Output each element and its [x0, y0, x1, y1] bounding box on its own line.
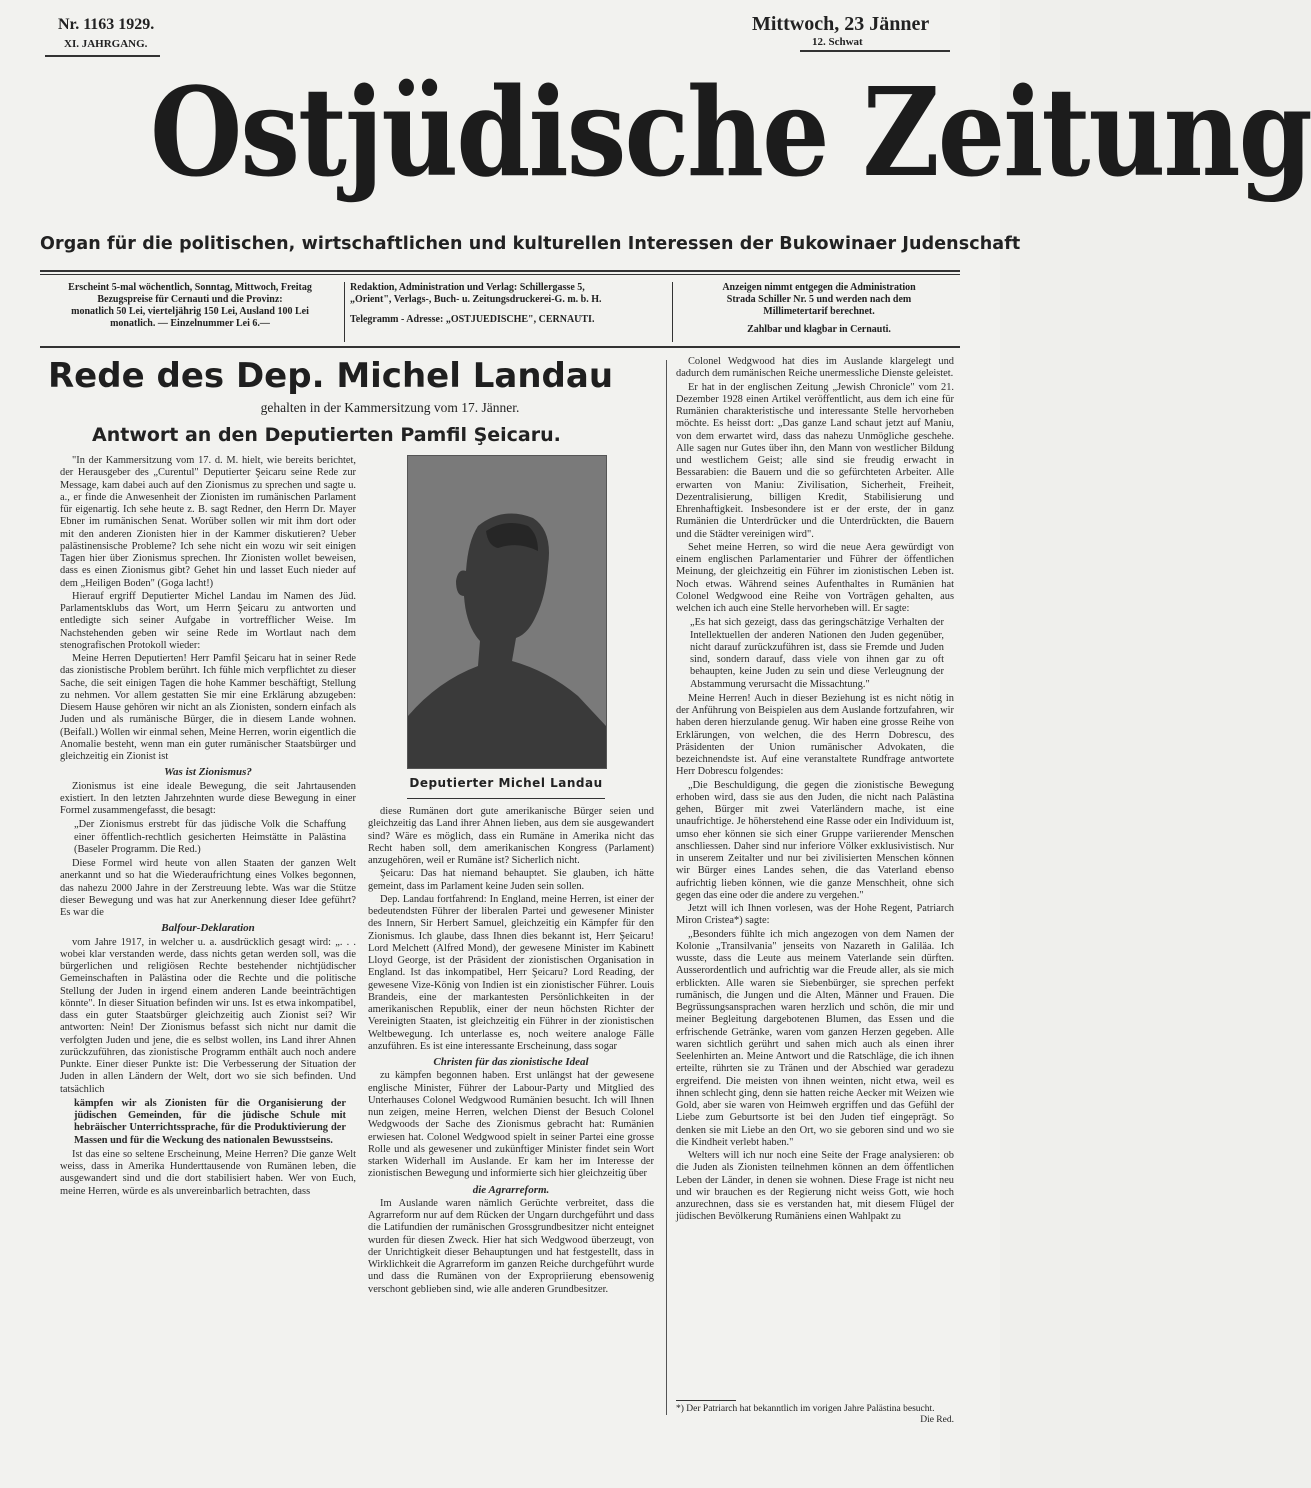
- col1-p4: Zionismus ist eine ideale Bewegung, die seit Jahrtausenden existiert. In den letzten Jahrzehnten wurde diese Bewegung in einer Formel zusammengefasst, die besagt:: [60, 780, 356, 816]
- col1-p1: "In der Kammersitzung vom 17. d. M. hielt, wie bereits berichtet, der Herausgeber des „Curentul" Deputierter Şeicaru seine Rede zur Message, kam dabei auch auf den Zionismus zu sprechen und sagte u. a., er finde die Anwesenheit der Zionisten im rumänischen Parlament für eigenartig. Ich sehe heute z. B. sagt Redner, den Herrn Dr. Mayer Ebner im rumänischen Senat. Worüber sollen wir mit ihm dort oder mit den anderen Zionisten hier in der Kammer diskutieren? Ueber palästinensische Probleme? Ich sehe nicht ein wozu wir seit einigen Tagen hier über Zionismus sprechen. Ihr Zionisten wollet beweisen, dass es einen Zionismus gibt? Gehet hin und lasset Euch nieder auf dem „Heiligen Boden" (Goga lacht!): [60, 455, 356, 589]
- col1-p7: Ist das eine so seltene Erscheinung, Meine Herren? Die ganze Welt weiss, dass in Amerika Hunderttausende von Rumänen leben, die ausgewandert sind und die dort stabilisiert haben. Wer von Euch, meine Herren, würde es als unvereinbarlich betrachten, dass: [60, 1148, 356, 1197]
- col2-p5: Im Auslande waren nämlich Gerüchte verbreitet, dass die Agrarreform nur auf dem Rücken der Ungarn durchgeführt und dass die Latifundien der rumänischen Grossgrundbesitzer nicht enteignet wurden für diesen Zweck. Hier hat sich Wedgwood überzeugt, von der Unrichtigkeit dieser Behauptungen und hat festgestellt, dass in Wirklichkeit die Agrarreform im ganzen Reiche durchgeführt wurde und dass die Rumänen von der Expropriierung ebensowenig verschont geblieben sind, wie alle anderen Grundbesitzer.: [368, 1197, 654, 1295]
- hebrew-date: 12. Schwat: [812, 36, 863, 48]
- ads-line-4: Zahlbar und klagbar in Cernauti.: [747, 324, 891, 335]
- col1-p6: vom Jahre 1917, in welcher u. a. ausdrücklich gesagt wird: „. . . wobei klar verstanden werde, dass nichts getan werden soll, was die bürgerlichen und religiösen Rechte bestehender nichtjüdischer Gemeinschaften in Palästina oder die Rechte und die politische Stellung der Juden in irgend einem anderen Lande beeinträchtigen könnte". In dieser Situation befinden wir uns. Ist es etwa inkompatibel, dass ein guter Staatsbürger gleichzeitig auch Zionist sei? Wir antworten: Nein! Der Zionismus befasst sich nicht nur damit die verfolgten Juden und jene, die es selbst wollen, ins Land ihrer Ahnen zurückzuführen, das zionistische Programm enthält auch noch andere Punkte. Einer dieser Punkte ist: Die Verbesserung der Situation der Juden in allen Ländern der Welt, dort wo sie sich befinden. Und tatsächlich: [60, 936, 356, 1095]
- portrait-photo: [407, 455, 607, 769]
- col3-p5: „Die Beschuldigung, die gegen die zionistische Bewegung erhoben wird, dass sie aus den Juden, die nicht nach Palästina gehen, Bürger mit zwei Vaterländern mache, ist eine unaufrichtige. Je höherstehend eine Rasse oder ein Individuum ist, umso eher können sie sich einer Gruppe variierender Menschen anschliessen. Daher sind nur inferiore Völker exklusivistisch. Nur in unserem Zeitalter und nur bei zivilisierten Menschen können wir Bürger eines Landes sehen, die das Vaterland ebenso aufrichtig lieben können, wie die ganze Menschheit, ohne sich gegen das eine oder die andere zu vergehen.": [676, 779, 954, 901]
- col1-heading-zionismus: Was ist Zionismus?: [164, 766, 252, 779]
- col2-p2: Şeicaru: Das hat niemand behauptet. Sie glauben, ich hätte gemeint, dass im Parlament keine Juden sein sollen.: [368, 868, 654, 892]
- pub-line-3: Telegramm - Adresse: „OSTJUEDISCHE", CERNAUTI.: [350, 314, 595, 325]
- issue-date: Mittwoch, 23 Jänner: [752, 13, 930, 35]
- sub-line-3: monatlich 50 Lei, vierteljährig 150 Lei, Ausland 100 Lei: [71, 306, 309, 317]
- col1-quote-1: „Der Zionismus erstrebt für das jüdische Volk die Schaffung einer öffentlich-rechtlich gesicherten Heimstätte in Palästina (Baseler Programm. Die Red.): [74, 819, 346, 855]
- footnote-text: *) Der Patriarch hat bekanntlich im vorigen Jahre Palästina besucht.: [676, 1404, 935, 1414]
- col2-p3: Dep. Landau fortfahrend: In England, meine Herren, ist einer der bedeutendsten Führer der liberalen Partei und gewesener Minister des Innern, Sir Herbert Samuel, gleichzeitig ein Kämpfer für den Zionismus. Ich glaube, dass Ihnen dies bekannt ist, Herr Şeicaru! Lord Melchett (Alfred Mond), der gewesene Minister im Kabinett Lloyd George, ist der Präsident der zionistischen Organisation in England. Ist das inkompatibel, Herr Şeicaru? Lord Reading, der gewesene Vize-König von Indien ist ein zionistischer Führer. Louis Brandeis, eine der markantesten Persönlichkeiten in der amerikanischen Republik, einer der neun höchsten Richter der Vereinigten Staaten, ist gleichzeitig ein Führer in der zionistischen Weltbewegung. Ich unterlasse es, noch weitere analoge Fälle anzuführen. Es ist eine interessante Erscheinung, dass sogar: [368, 893, 654, 1052]
- publisher-box: [350, 282, 668, 344]
- col3-p7: „Besonders fühlte ich mich angezogen von dem Namen der Kolonie „Transilvania" jenseits von Nazareth in Galiläa. Ich wusste, dass die Leute aus meinem Vaterlande sein dürften. Ausserordentlich und aufrichtig war die Freude aller, als sie mich erblickten. Alle waren sie Siebenbürger, sie sprechen perfekt rumänisch, die Jungen und die Alten, Männer und Frauen. Die Begrüssungsansprachen waren herzlich und schön, die mir und meiner Begleitung dargebotenen Blumen, das Essen und die erfrischende Getränke, waren vom ganzen Herzen gegeben. Alle waren sichtlich gerührt und sahen mich auch als einen ihrer Seelenhirten an. Meine Antwort und die Ratschläge, die ich ihnen erteilte, rührten sie zu Tränen und der Abschied war geradezu ergreifend. Die meisten von ihnen weinten, nicht etwa, weil es ihnen schlecht ging, denn sie hatten reiche Aecker mit Weizen wie Gold, aber sie waren von Heimweh ergriffen und das Gefühl der Liebe zum Geburtsorte ist bei den Juden tief eingeprägt. So denken sie mit Liebe an den Ort, wo sie geboren sind und wo sie die Kindheit verlebt haben.": [676, 928, 954, 1148]
- col3-p4: Meine Herren! Auch in dieser Beziehung ist es nicht nötig in der Anführung von Beispielen aus dem Auslande fortzufahren, wir haben deren hierzulande genug. Wir haben eine grosse Reihe von Erklärungen, von welchen, die des Herrn Dobrescu, des Präsidenten der Union rumänischer Advokaten, die bezeichnendste ist. Auf eine veranstaltete Rundfrage antwortete Herr Dobrescu folgendes:: [676, 692, 954, 778]
- column-1: [60, 455, 356, 1427]
- footnote-rule: [676, 1400, 736, 1401]
- col2-p4: zu kämpfen begonnen haben. Erst unlängst hat der gewesene englische Minister, Führer der Labour-Party und Mitglied des Unterhauses Colonel Wedgwood Rumänien besucht. Ich will Ihnen nun zeigen, meine Herren, welchen Dienst der Besuch Colonel Wedgwoods der Sache des Zionismus gebracht hat: Rumänien erwiesen hat. Colonel Wedgwood spielt in seiner Partei eine grosse Rolle und als gewesener und zukünftiger Minister findet sein Wort starken Widerhall im Auslande. Er kam her im Interesse der zionistischen Bewegung und informierte sich hier gleichzeitig über: [368, 1070, 654, 1180]
- col1-p3: Meine Herren Deputierten! Herr Pamfil Şeicaru hat in seiner Rede das zionistische Problem berührt. Ich fühle mich verpflichtet zu dieser Sache, die seit einigen Tagen die hohe Kammer beschäftigt, Stellung zu nehmen. Vor allem gestatten Sie mir eine Erklärung abzugeben: Diesem Hause gehören wir nicht an als Zionisten, sondern einfach als Juden und als rumänische Bürger, die in diesem Lande wohnen. (Beifall.) Wollen wir einmal sehen, Meine Herren, worin eigentlich die Anomalie besteht, wenn man ein guter rumänischer Staatsbürger und gleichzeitig ein Zionist ist: [60, 653, 356, 762]
- subtitle: Organ für die politischen, wirtschaftlichen und kulturellen Interessen der Bukowinaer Judenschaft: [40, 234, 1021, 254]
- footnote-sign: Die Red.: [920, 1415, 954, 1425]
- col1-heading-balfour: Balfour-Deklaration: [161, 922, 255, 935]
- portrait-icon: [408, 456, 606, 768]
- volume-rule: [45, 55, 160, 57]
- masthead: Ostjüdische Zeitung: [150, 60, 1311, 204]
- top-rule-thin: [40, 274, 960, 275]
- headline: Rede des Dep. Michel Landau: [48, 356, 614, 396]
- footnote: [676, 1404, 954, 1426]
- subhead: gehalten in der Kammersitzung vom 17. Jänner.: [260, 400, 520, 415]
- ads-line-3: Millimetertarif berechnet.: [763, 306, 875, 317]
- subscription-box: [40, 282, 340, 344]
- col2-p1: diese Rumänen dort gute amerikanische Bürger seien und gleichzeitig das Land ihrer Ahnen lieben, aus dem sie ausgewandert sind? Wäre es möglich, dass ein Rumäne in Amerika nicht das Recht haben soll, dem amerikanischen Kongress (Parlament) anzugehören, weil er Rumäne ist? Sicherlich nicht.: [368, 806, 654, 866]
- caption-rule: [407, 798, 605, 799]
- ads-box: [678, 282, 960, 344]
- col3-p8: Welters will ich nur noch eine Seite der Frage analysieren: ob die Juden als Zionisten teilnehmen können an dem öffentlichen Leben der Länder, in denen sie wohnen. Diese Frage ist nicht neu und wir brauchen es der Regierung nicht weiss Gott, wie hoch anzurechnen, dass sie es verstanden hat, mit diesem Flügel der jüdischen Bevölkerung Rumäniens einen Wahlpakt zu: [676, 1150, 954, 1223]
- pub-line-1: Redaktion, Administration und Verlag: Schillergasse 5,: [350, 282, 585, 293]
- sub-line-1: Erscheint 5-mal wöchentlich, Sonntag, Mittwoch, Freitag: [68, 282, 312, 293]
- sub-line-2: Bezugspreise für Cernauti und die Provinz:: [97, 294, 283, 305]
- column-2: [368, 806, 654, 1426]
- column-3: [676, 356, 954, 1398]
- col3-quote-1: „Es hat sich gezeigt, dass das geringschätzige Verhalten der Intellektuellen der anderen Nationen den Juden gegenüber, nicht darauf zurückzuführen ist, dass sie Fremde und Juden sind, sondern darauf, dass viele von ihnen gar zu oft behaupten, keine Juden zu sein und diese Verleugnung der Abstammung verursacht die Missachtung.": [690, 617, 944, 690]
- volume: XI. JAHRGANG.: [64, 38, 148, 50]
- ads-line-1: Anzeigen nimmt entgegen die Administration: [722, 282, 916, 293]
- ads-line-2: Strada Schiller Nr. 5 und werden nach dem: [726, 294, 912, 305]
- col1-p5: Diese Formel wird heute von allen Staaten der ganzen Welt anerkannt und so hat die Wiederaufrichtung eines Volkes begonnen, das nahezu 2000 Jahre in der Zerstreuung lebte. Was war die Stütze dieser Bewegung und was hat zur Anerkennung dieser Idee geführt? Es war die: [60, 858, 356, 918]
- date-rule: [800, 50, 950, 52]
- col3-p2: Er hat in der englischen Zeitung „Jewish Chronicle" vom 21. Dezember 1928 einen Artikel veröffentlicht, aus dem ich eine für Rumänien charakteristische und interessante Stelle hervorheben möchte. Es heisst dort: „Das ganze Land schaut jetzt auf Maniu, von dem erwartet wird, dass das nahezu Unmögliche geschehe. Alle sagen nur Gutes über ihn, den Mann von westlicher Bildung und westlichem Geist; alle sind sie freudig erwacht in Bessarabien: die Bauern und die so gefürchteten Arbeiter. Alle erwarten von Maniu: Zivilisation, Sicherheit, Freiheit, Dezentralisierung, billigen Kredit, Stabilisierung und Ehrenhaftigkeit. Insbesondere ist er der erste, der in ganz Rumänien die Unterdrücker und die Unterdrückten, die Bauern und die Städter vereinigen wird".: [676, 381, 954, 540]
- col2-heading-christen: Christen für das zionistische Ideal: [433, 1056, 589, 1068]
- top-rule: [40, 270, 960, 272]
- col1-p2: Hierauf ergriff Deputierter Michel Landau im Namen des Jüd. Parlamentsklubs das Wort, um Herrn Şeicaru zu antworten und entledigte sich seiner Aufgabe in vortrefflicher Weise. Im Nachstehenden geben wir seine Rede im Wortlaut nach dem stenografischen Protokoll wieder:: [60, 590, 356, 651]
- col1-quote-2: kämpfen wir als Zionisten für die Organisierung der jüdischen Gemeinden, für die jüdische Schule mit hebräischer Unterrichtssprache, für die Produktivierung der Massen und für die Weckung des nationalen Bewusstseins.: [74, 1097, 346, 1146]
- issue-number: Nr. 1163 1929.: [58, 16, 155, 33]
- info-divider-2: [672, 282, 673, 342]
- pub-line-2: „Orient", Verlags-, Buch- u. Zeitungsdruckerei-G. m. b. H.: [350, 294, 602, 305]
- column-rule-right: [666, 360, 667, 1415]
- col3-p1: Colonel Wedgwood hat dies im Auslande klargelegt und dadurch dem rumänischen Reiche unermessliche Dienste geleistet.: [676, 356, 954, 380]
- photo-caption: Deputierter Michel Landau: [409, 776, 603, 790]
- info-bottom-rule: [40, 346, 960, 348]
- info-divider-1: [344, 282, 345, 342]
- antwort-title: Antwort an den Deputierten Pamfil Şeicaru.: [92, 424, 561, 446]
- col2-heading-agrarreform: die Agrarreform.: [472, 1183, 550, 1196]
- col3-p3: Sehet meine Herren, so wird die neue Aera gewürdigt von einem englischen Parlamentarier und Führer der öffentlichen Meinung, der gleichzeitig ein Führer im zionistischen Leben ist. Noch etwas. Während seines Aufenthaltes in Rumänien hat Colonel Wedgwood eine Reihe von Vorträgen gehalten, aus welchen ich auch eine Stelle hervorheben will. Er sagte:: [676, 541, 954, 614]
- sub-line-4: monatlich. — Einzelnummer Lei 6.—: [110, 318, 270, 329]
- col3-p6: Jetzt will ich Ihnen vorlesen, was der Hohe Regent, Patriarch Miron Cristea*) sagte:: [676, 903, 954, 927]
